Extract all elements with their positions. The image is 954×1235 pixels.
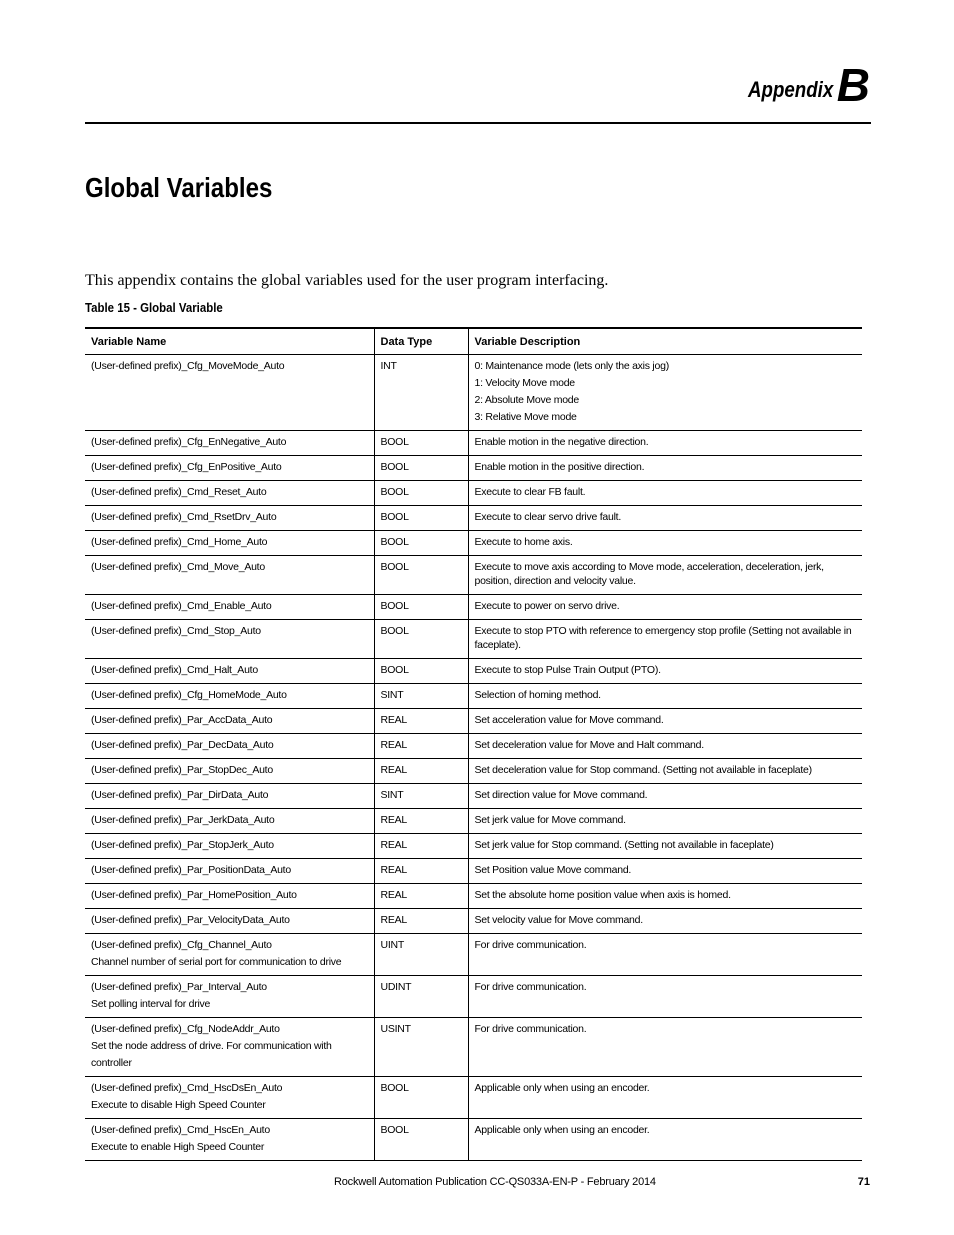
table-row (85, 355, 862, 431)
description-line: Set the absolute home position value when axis is homed. (474, 889, 731, 901)
variable-description-cell (468, 784, 862, 809)
variable-name-cell (85, 355, 374, 431)
variable-name-cell (85, 1119, 374, 1161)
data-type-cell: REAL (374, 834, 468, 859)
variable-name: (User-defined prefix)_Cmd_Halt_Auto (91, 664, 258, 676)
description-line: Selection of homing method. (474, 689, 601, 701)
table-header-row (85, 328, 862, 355)
description-line: Set jerk value for Stop command. (Setting not available in faceplate) (474, 839, 774, 851)
description-line: Execute to power on servo drive. (474, 600, 620, 612)
variable-description-cell (468, 595, 862, 620)
description-line: Applicable only when using an encoder. (474, 1124, 650, 1136)
description-line: For drive communication. (474, 1023, 587, 1035)
page-title: Global Variables (85, 172, 273, 203)
variable-name: (User-defined prefix)_Par_StopJerk_Auto (91, 839, 274, 851)
variable-name: (User-defined prefix)_Cmd_Reset_Auto (91, 486, 267, 498)
table-row (85, 556, 862, 595)
footer-publication: Rockwell Automation Publication CC-QS033A-EN-P - February 2014 (334, 1176, 656, 1188)
description-line: Set direction value for Move command. (474, 789, 648, 801)
variable-note: Execute to disable High Speed Counter (91, 1099, 266, 1111)
variable-name-cell (85, 759, 374, 784)
description-line: Set deceleration value for Stop command. (Setting not available in faceplate) (474, 764, 812, 776)
variable-note: Set polling interval for drive (91, 998, 211, 1010)
table-row (85, 976, 862, 1018)
variable-name: (User-defined prefix)_Cmd_HscDsEn_Auto (91, 1082, 283, 1094)
variable-description-cell (468, 734, 862, 759)
variable-description-cell (468, 659, 862, 684)
appendix-label: Appendix (747, 77, 833, 102)
column-header-variable-name: Variable Name (85, 328, 374, 355)
variable-name: (User-defined prefix)_Par_VelocityData_Auto (91, 914, 290, 926)
variable-name-cell (85, 556, 374, 595)
description-line: Execute to stop Pulse Train Output (PTO). (474, 664, 661, 676)
table-row (85, 934, 862, 976)
variable-name-cell (85, 481, 374, 506)
variable-name: (User-defined prefix)_Par_JerkData_Auto (91, 814, 275, 826)
data-type-cell: INT (374, 355, 468, 431)
variable-name: (User-defined prefix)_Cfg_Channel_Auto (91, 939, 272, 951)
data-type-cell: BOOL (374, 620, 468, 659)
variable-description-cell (468, 709, 862, 734)
description-line: Set jerk value for Move command. (474, 814, 626, 826)
table-row (85, 531, 862, 556)
table-row (85, 595, 862, 620)
table-row (85, 884, 862, 909)
variable-description-cell (468, 684, 862, 709)
variable-name-cell (85, 1018, 374, 1077)
table-row (85, 1119, 862, 1161)
variable-name: (User-defined prefix)_Cmd_RsetDrv_Auto (91, 511, 277, 523)
data-type-cell: BOOL (374, 1077, 468, 1119)
data-type-cell: BOOL (374, 506, 468, 531)
variable-name: (User-defined prefix)_Cmd_Enable_Auto (91, 600, 272, 612)
header-rule (85, 122, 871, 124)
variable-description-cell (468, 834, 862, 859)
variable-name: (User-defined prefix)_Cmd_Stop_Auto (91, 625, 261, 637)
table-row (85, 620, 862, 659)
variable-note: Set the node address of drive. For communication with controller (91, 1040, 332, 1069)
table-row (85, 506, 862, 531)
data-type-cell: REAL (374, 709, 468, 734)
variable-name: (User-defined prefix)_Cfg_EnPositive_Auto (91, 461, 282, 473)
column-header-variable-description: Variable Description (468, 328, 862, 355)
variable-name: (User-defined prefix)_Cfg_MoveMode_Auto (91, 360, 285, 372)
table-row (85, 1018, 862, 1077)
table-row (85, 1077, 862, 1119)
data-type-cell: REAL (374, 734, 468, 759)
variable-name: (User-defined prefix)_Par_Interval_Auto (91, 981, 267, 993)
data-type-cell: BOOL (374, 556, 468, 595)
variable-note: Execute to enable High Speed Counter (91, 1141, 265, 1153)
table-row (85, 481, 862, 506)
variable-description-cell (468, 456, 862, 481)
data-type-cell: SINT (374, 784, 468, 809)
variable-name: (User-defined prefix)_Par_StopDec_Auto (91, 764, 273, 776)
variable-name-cell (85, 976, 374, 1018)
variable-name-cell (85, 934, 374, 976)
variable-name-cell (85, 431, 374, 456)
variable-name: (User-defined prefix)_Par_HomePosition_Auto (91, 889, 297, 901)
data-type-cell: REAL (374, 909, 468, 934)
description-line: Set velocity value for Move command. (474, 914, 643, 926)
variable-name-cell (85, 531, 374, 556)
data-type-cell: SINT (374, 684, 468, 709)
data-type-cell: REAL (374, 859, 468, 884)
table-row (85, 734, 862, 759)
variable-description-cell (468, 556, 862, 595)
data-type-cell: BOOL (374, 431, 468, 456)
variable-description-cell (468, 909, 862, 934)
variable-name: (User-defined prefix)_Cfg_NodeAddr_Auto (91, 1023, 280, 1035)
variable-name: (User-defined prefix)_Par_AccData_Auto (91, 714, 273, 726)
data-type-cell: BOOL (374, 531, 468, 556)
description-line: Execute to clear servo drive fault. (474, 511, 621, 523)
description-line: 1: Velocity Move mode (474, 377, 575, 389)
description-line: Applicable only when using an encoder. (474, 1082, 650, 1094)
description-line: Execute to stop PTO with reference to emergency stop profile (Setting not available in faceplate). (474, 625, 852, 651)
variable-name: (User-defined prefix)_Cmd_HscEn_Auto (91, 1124, 270, 1136)
table-row (85, 859, 862, 884)
table-caption: Table 15 - Global Variable (85, 300, 223, 315)
table-row (85, 709, 862, 734)
description-line: 0: Maintenance mode (lets only the axis jog) (474, 360, 669, 372)
table-row (85, 456, 862, 481)
table-body (85, 355, 862, 1161)
global-variable-table (85, 327, 862, 1161)
variable-description-cell (468, 1119, 862, 1161)
description-line: Enable motion in the positive direction. (474, 461, 645, 473)
description-line: Enable motion in the negative direction. (474, 436, 649, 448)
variable-name-cell (85, 595, 374, 620)
appendix-header (733, 59, 870, 111)
variable-name: (User-defined prefix)_Cmd_Home_Auto (91, 536, 268, 548)
variable-name: (User-defined prefix)_Cmd_Move_Auto (91, 561, 265, 573)
table-row (85, 659, 862, 684)
description-line: For drive communication. (474, 939, 587, 951)
variable-description-cell (468, 620, 862, 659)
data-type-cell: REAL (374, 759, 468, 784)
variable-description-cell (468, 884, 862, 909)
variable-name-cell (85, 884, 374, 909)
table-row (85, 834, 862, 859)
variable-name-cell (85, 809, 374, 834)
intro-paragraph: This appendix contains the global variables used for the user program interfacing. (85, 272, 609, 289)
appendix-letter: B (836, 59, 870, 111)
variable-name-cell (85, 1077, 374, 1119)
data-type-cell: USINT (374, 1018, 468, 1077)
data-type-cell: UINT (374, 934, 468, 976)
variable-description-cell (468, 506, 862, 531)
table-row (85, 909, 862, 934)
variable-description-cell (468, 976, 862, 1018)
table-row (85, 684, 862, 709)
column-header-data-type: Data Type (374, 328, 468, 355)
variable-name-cell (85, 456, 374, 481)
table-row (85, 759, 862, 784)
description-line: Execute to move axis according to Move mode, acceleration, deceleration, jerk, position, direction and velocity value. (474, 561, 824, 587)
variable-description-cell (468, 1077, 862, 1119)
description-line: Execute to clear FB fault. (474, 486, 586, 498)
description-line: For drive communication. (474, 981, 587, 993)
variable-name-cell (85, 506, 374, 531)
description-line: Set acceleration value for Move command. (474, 714, 664, 726)
variable-description-cell (468, 809, 862, 834)
data-type-cell: BOOL (374, 456, 468, 481)
data-type-cell: BOOL (374, 595, 468, 620)
variable-name-cell (85, 684, 374, 709)
variable-name: (User-defined prefix)_Par_DirData_Auto (91, 789, 269, 801)
description-line: 3: Relative Move mode (474, 411, 577, 423)
description-line: Execute to home axis. (474, 536, 573, 548)
variable-name-cell (85, 659, 374, 684)
description-line: Set Position value Move command. (474, 864, 632, 876)
table-row (85, 431, 862, 456)
variable-description-cell (468, 934, 862, 976)
variable-description-cell (468, 1018, 862, 1077)
variable-description-cell (468, 481, 862, 506)
variable-note: Channel number of serial port for communication to drive (91, 956, 342, 968)
variable-name-cell (85, 784, 374, 809)
variable-name-cell (85, 709, 374, 734)
variable-name: (User-defined prefix)_Cfg_HomeMode_Auto (91, 689, 287, 701)
variable-name-cell (85, 859, 374, 884)
description-line: 2: Absolute Move mode (474, 394, 579, 406)
variable-name: (User-defined prefix)_Par_DecData_Auto (91, 739, 274, 751)
variable-description-cell (468, 431, 862, 456)
data-type-cell: BOOL (374, 481, 468, 506)
data-type-cell: UDINT (374, 976, 468, 1018)
variable-name: (User-defined prefix)_Par_PositionData_Auto (91, 864, 291, 876)
variable-description-cell (468, 531, 862, 556)
variable-description-cell (468, 355, 862, 431)
data-type-cell: REAL (374, 809, 468, 834)
page-number: 71 (857, 1176, 870, 1188)
variable-name: (User-defined prefix)_Cfg_EnNegative_Auto (91, 436, 287, 448)
table-row (85, 784, 862, 809)
variable-name-cell (85, 734, 374, 759)
data-type-cell: BOOL (374, 659, 468, 684)
variable-description-cell (468, 859, 862, 884)
description-line: Set deceleration value for Move and Halt command. (474, 739, 704, 751)
variable-name-cell (85, 834, 374, 859)
variable-name-cell (85, 620, 374, 659)
data-type-cell: REAL (374, 884, 468, 909)
variable-description-cell (468, 759, 862, 784)
table-row (85, 809, 862, 834)
variable-name-cell (85, 909, 374, 934)
data-type-cell: BOOL (374, 1119, 468, 1161)
